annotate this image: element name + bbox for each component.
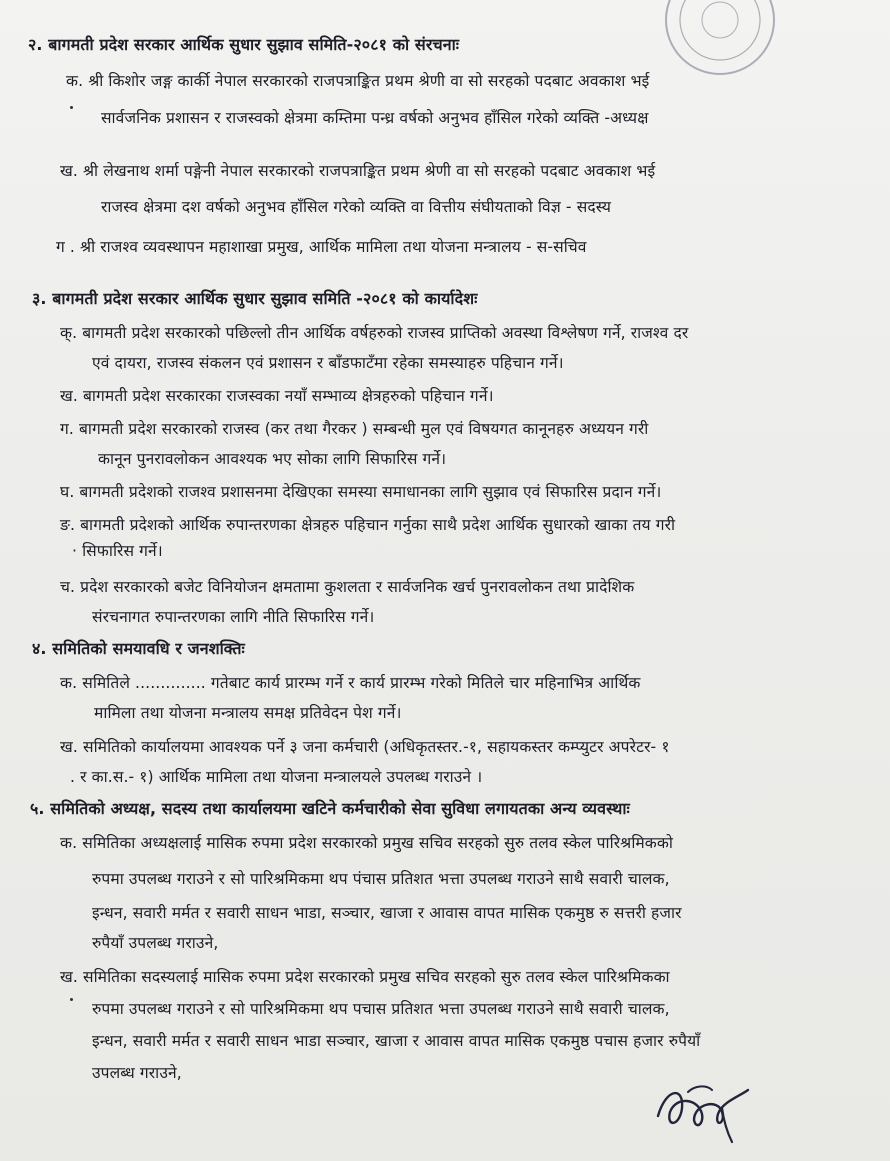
section-2-item-ka-cont: सार्वजनिक प्रशासन र राजस्वको क्षेत्रमा कम्तिमा पन्ध्र वर्षको अनुभव हाँसिल गरेको व्यक्ति -अध्यक्ष (101, 109, 649, 127)
section-2-item-ka: क. श्री किशोर जङ्ग कार्की नेपाल सरकारको राजपत्राङ्कित प्रथम श्रेणी वा सो सरहको पदबाट अवकाश भई (66, 72, 650, 90)
section-2-item-kha-cont: राजस्व क्षेत्रमा दश वर्षको अनुभव हाँसिल गरेको व्यक्ति वा वित्तीय संघीयताको विज्ञ - सदस्य (101, 198, 612, 216)
section-3-item-ka-cont: एवं दायरा, राजस्व संकलन एवं प्रशासन र बाँडफाटँमा रहेका समस्याहरु पहिचान गर्ने। (92, 354, 564, 372)
section-3-item-cha: च. प्रदेश सरकारको बजेट विनियोजन क्षमतामा कुशलता र सार्वजनिक खर्च पुनरावलोकन तथा प्रादेशिक (60, 578, 635, 596)
section-5-item-kha-cont-1: रुपमा उपलब्ध गराउने र सो पारिश्रमिकमा थप पचास प्रतिशत भत्ता उपलब्ध गराउने साथै सवारी चालक, (92, 1000, 670, 1018)
section-2-item-ga: ग . श्री राजश्व व्यवस्थापन महाशाखा प्रमुख, आर्थिक मामिला तथा योजना मन्त्रालय - स-सचिव (56, 238, 587, 256)
stamp-text (0, 0, 1, 1)
section-3-item-kha: ख. बागमती प्रदेश सरकारका राजस्वका नयाँ सम्भाव्य क्षेत्रहरुको पहिचान गर्ने। (60, 387, 494, 405)
official-stamp (660, 0, 780, 80)
section-4-heading: ४. समितिको समयावधि र जनशक्तिः (32, 639, 245, 658)
section-3-item-cha-cont: संरचनागत रुपान्तरणका लागि नीति सिफारिस गर्ने। (92, 608, 375, 626)
section-2-heading: २. बागमती प्रदेश सरकार आर्थिक सुधार सुझाव समिति-२०८१ को संरचनाः (28, 35, 460, 54)
section-5-heading: ५. समितिको अध्यक्ष, सदस्य तथा कार्यालयमा खटिने कर्मचारीको सेवा सुविधा लगायतका अन्य व्यवस्थाः (30, 799, 630, 818)
section-3-item-ka: क्. बागमती प्रदेश सरकारको पछिल्लो तीन आर्थिक वर्षहरुको राजस्व प्राप्तिको अवस्था विश्लेषण गर्ने, राजश्व दर (60, 324, 689, 342)
section-3-item-ga-cont: कानून पुनरावलोकन आवश्यक भए सोका लागि सिफारिस गर्ने। (98, 450, 447, 468)
section-5-item-kha: ख. समितिका सदस्यलाई मासिक रुपमा प्रदेश सरकारको प्रमुख सचिव सरहको सुरु तलव स्केल पारिश्रमिकका (60, 968, 670, 986)
section-5-item-kha-cont-2: इन्धन, सवारी मर्मत र सवारी साधन भाडा सञ्चार, खाजा र आवास वापत मासिक एकमुष्ठ पचास हजार रुपैयाँ (92, 1032, 701, 1050)
section-3-item-gha: घ. बागमती प्रदेशको राजश्व प्रशासनमा देखिएका समस्या समाधानका लागि सुझाव एवं सिफारिस प्रदान गर्ने। (60, 483, 662, 501)
section-3-item-nga-cont: · सिफारिस गर्ने। (72, 542, 163, 560)
stray-dot (70, 998, 73, 1001)
section-4-item-ka: क. समितिले .............. गतेबाट कार्य प्रारम्भ गर्ने र कार्य प्रारम्भ गरेको मितिले चार महिनाभित्र आर्थिक (60, 674, 641, 692)
handwritten-signature (648, 1068, 758, 1148)
section-2-item-kha: ख. श्री लेखनाथ शर्मा पङ्गेनी नेपाल सरकारको राजपत्राङ्कित प्रथम श्रेणी वा सो सरहको पदबाट अवकाश भई (60, 162, 656, 180)
section-5-item-ka-cont-3: रुपैयाँ उपलब्ध गराउने, (92, 934, 219, 952)
section-4-item-ka-cont: मामिला तथा योजना मन्त्रालय समक्ष प्रतिवेदन पेश गर्ने। (94, 704, 402, 722)
section-3-item-nga: ङ. बागमती प्रदेशको आर्थिक रुपान्तरणका क्षेत्रहरु पहिचान गर्नुका साथै प्रदेश आर्थिक सुधारको खाका तय गरी (60, 516, 676, 534)
section-5-item-ka: क. समितिका अध्यक्षलाई मासिक रुपमा प्रदेश सरकारको प्रमुख सचिव सरहको सुरु तलव स्केल पारिश्रमिकको (60, 834, 673, 852)
section-4-item-kha: ख. समितिको कार्यालयमा आवश्यक पर्ने ३ जना कर्मचारी (अधिकृतस्तर.-१, सहायकस्तर कम्प्युटर अपरेटर- १ (60, 738, 670, 756)
section-3-heading: ३. बागमती प्रदेश सरकार आर्थिक सुधार सुझाव समिति -२०८१ को कार्यादेशः (32, 289, 478, 308)
section-3-item-ga: ग. बागमती प्रदेश सरकारको राजस्व (कर तथा गैरकर ) सम्बन्धी मुल एवं विषयगत कानूनहरु अध्ययन गरी (60, 420, 649, 438)
section-4-item-kha-cont: . र का.स.- १) आर्थिक मामिला तथा योजना मन्त्रालयले उपलब्ध गराउने । (70, 768, 483, 786)
stray-dot (70, 106, 73, 109)
section-5-item-kha-cont-3: उपलब्ध गराउने, (92, 1064, 182, 1082)
section-5-item-ka-cont-2: इन्धन, सवारी मर्मत र सवारी साधन भाडा, सञ्चार, खाजा र आवास वापत मासिक एकमुष्ठ रु सत्तरी हजार (92, 904, 682, 922)
section-5-item-ka-cont-1: रुपमा उपलब्ध गराउने र सो पारिश्रमिकमा थप पंचास प्रतिशत भत्ता उपलब्ध गराउने साथै सवारी चालक, (92, 870, 670, 888)
